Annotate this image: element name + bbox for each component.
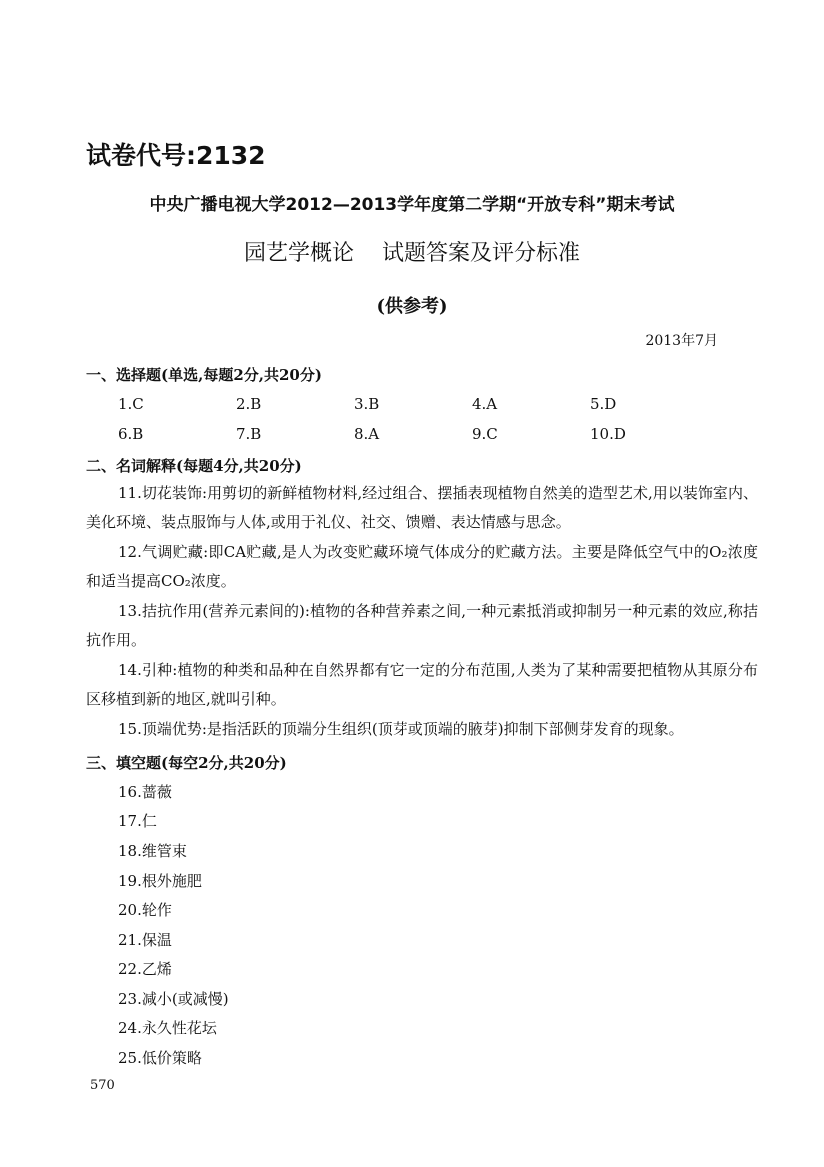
definition-item: 13.拮抗作用(营养元素间的):植物的各种营养素之间,一种元素抵消或抑制另一种元素的效应,称拮抗作用。 [86, 602, 758, 649]
fill-answer: 17.仁 [118, 812, 157, 830]
exam-title: 中央广播电视大学2012—2013学年度第二学期“开放专科”期末考试 [149, 195, 675, 215]
mc-answer: 7.B [236, 425, 262, 443]
section-2-title: 二、名词解释(每题4分,共20分) [86, 457, 302, 475]
mc-answer: 9.C [472, 425, 498, 443]
fill-answer: 16.蔷薇 [118, 783, 172, 801]
mc-answer: 2.B [236, 395, 262, 413]
fill-answer: 24.永久性花坛 [118, 1019, 217, 1037]
definition-item: 11.切花装饰:用剪切的新鲜植物材料,经过组合、摆插表现植物自然美的造型艺术,用以装饰室内、美化环境、装点服饰与人体,或用于礼仪、社交、馈赠、表达情感与思念。 [86, 484, 758, 531]
subject-title: 园艺学概论 试题答案及评分标准 [244, 241, 580, 266]
fill-answer: 23.减小(或减慢) [118, 990, 229, 1008]
mc-answer: 6.B [118, 425, 144, 443]
reference-note: (供参考) [376, 296, 448, 317]
section-3-title: 三、填空题(每空2分,共20分) [86, 754, 287, 772]
mc-answer: 1.C [118, 395, 144, 413]
definition-item: 14.引种:植物的种类和品种在自然界都有它一定的分布范围,人类为了某种需要把植物从其原分布区移植到新的地区,就叫引种。 [86, 661, 758, 708]
section-1-title: 一、选择题(单选,每题2分,共20分) [86, 366, 322, 384]
definition-item: 12.气调贮藏:即CA贮藏,是人为改变贮藏环境气体成分的贮藏方法。主要是降低空气中的O₂浓度和适当提高CO₂浓度。 [86, 543, 758, 590]
exam-date: 2013年7月 [645, 333, 718, 349]
definition-item: 15.顶端优势:是指活跃的顶端分生组织(顶芽或顶端的腋芽)抑制下部侧芽发育的现象。 [118, 720, 684, 738]
fill-answer: 21.保温 [118, 931, 172, 949]
mc-answer: 8.A [354, 425, 380, 443]
mc-answer: 10.D [590, 425, 626, 443]
fill-answer: 25.低价策略 [118, 1049, 202, 1067]
fill-answer: 18.维管束 [118, 842, 187, 860]
page-number: 570 [90, 1078, 115, 1093]
fill-answer: 19.根外施肥 [118, 872, 202, 890]
fill-answer: 20.轮作 [118, 901, 172, 919]
mc-answer: 4.A [472, 395, 498, 413]
mc-answer: 3.B [354, 395, 380, 413]
paper-code: 试卷代号:2132 [86, 141, 266, 170]
mc-answer: 5.D [590, 395, 617, 413]
fill-answer: 22.乙烯 [118, 960, 172, 978]
